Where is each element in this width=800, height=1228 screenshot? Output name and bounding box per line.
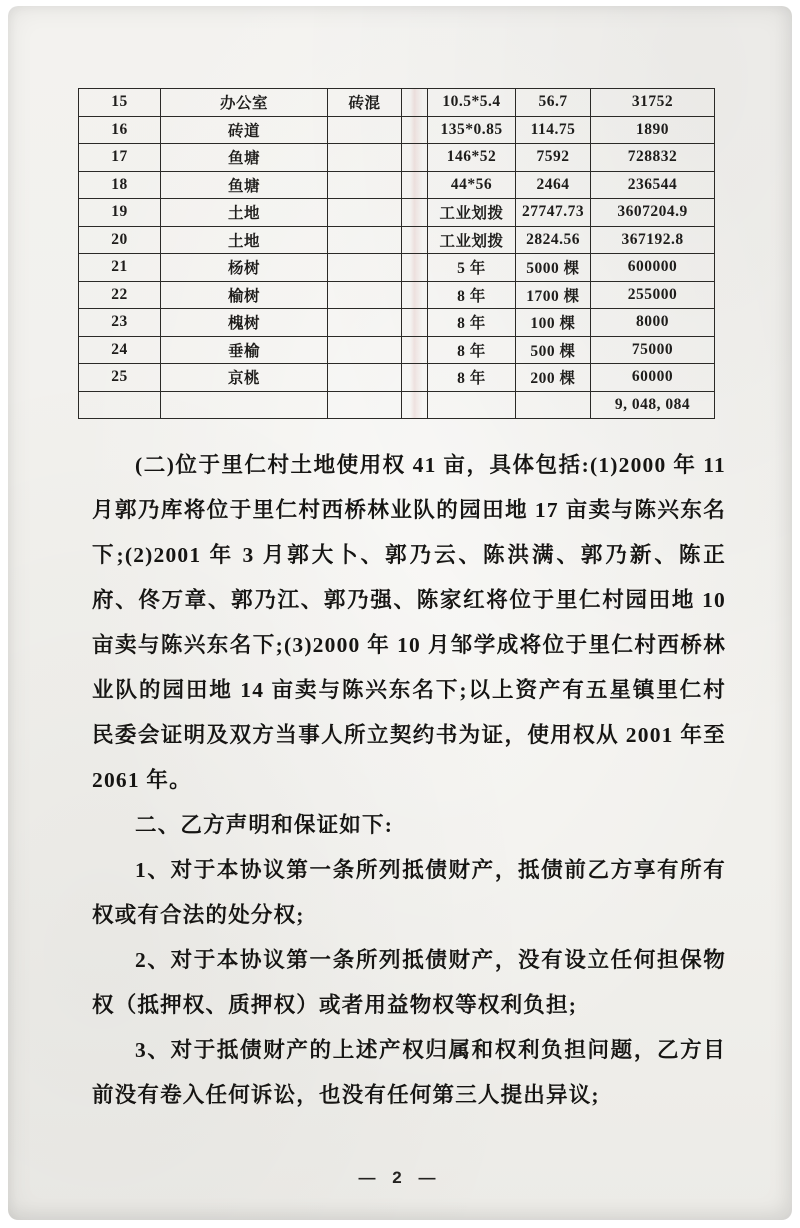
table-row: [79, 364, 715, 392]
cell-structure: [328, 226, 402, 254]
cell-item-number: 21: [79, 254, 161, 282]
table-row: [79, 281, 715, 309]
cell-crease-gap: [402, 199, 428, 227]
cell-item-number: 20: [79, 226, 161, 254]
cell-amount: 1890: [591, 116, 715, 144]
cell-quantity-area: 114.75: [516, 116, 591, 144]
cell-amount: 728832: [591, 144, 715, 172]
cell-amount: 255000: [591, 281, 715, 309]
cell-asset-name: [161, 391, 328, 419]
cell-asset-name: 榆树: [161, 281, 328, 309]
cell-amount: 9, 048, 084: [591, 391, 715, 419]
cell-spec: 135*0.85: [428, 116, 516, 144]
cell-crease-gap: [402, 171, 428, 199]
cell-amount: 236544: [591, 171, 715, 199]
cell-structure: [328, 199, 402, 227]
cell-asset-name: 槐树: [161, 309, 328, 337]
cell-quantity-area: 100 棵: [516, 309, 591, 337]
cell-quantity-area: 2464: [516, 171, 591, 199]
paragraph: 2、对于本协议第一条所列抵债财产，没有设立任何担保物权（抵押权、质押权）或者用益物权等权利负担;: [92, 948, 726, 1017]
cell-item-number: 22: [79, 281, 161, 309]
cell-structure: [328, 309, 402, 337]
cell-spec: [428, 391, 516, 419]
cell-amount: 600000: [591, 254, 715, 282]
paragraph: (二)位于里仁村土地使用权 41 亩，具体包括:(1)2000 年 11 月郭乃库将位于里仁村西桥林业队的园田地 17 亩卖与陈兴东名下;(2)2001 年 3 月郭大卜、郭乃云、陈洪满、郭乃新、陈正府、佟万章、郭乃江、郭乃强、陈家红将位于里仁村园田地 10 亩卖与陈兴东名下;(3)2000 年 10 月邹学成将位于里仁村西桥林业队的园田地 14 亩卖与陈兴东名下;以上资产有五星镇里仁村民委会证明及双方当事人所立契约书为证，使用权从 2001 年至 2061 年。: [92, 453, 726, 792]
table-row: [79, 336, 715, 364]
table-row: [79, 144, 715, 172]
cell-item-number: 24: [79, 336, 161, 364]
cell-structure: [328, 336, 402, 364]
document-body: [92, 443, 726, 1118]
cell-item-number: 25: [79, 364, 161, 392]
cell-quantity-area: 56.7: [516, 89, 591, 117]
cell-amount: 3607204.9: [591, 199, 715, 227]
cell-structure: 砖混: [328, 89, 402, 117]
cell-item-number: [79, 391, 161, 419]
cell-crease-gap: [402, 281, 428, 309]
cell-crease-gap: [402, 116, 428, 144]
cell-quantity-area: 2824.56: [516, 226, 591, 254]
cell-item-number: 23: [79, 309, 161, 337]
cell-asset-name: 办公室: [161, 89, 328, 117]
cell-spec: 工业划拨: [428, 226, 516, 254]
cell-crease-gap: [402, 391, 428, 419]
cell-spec: 8 年: [428, 309, 516, 337]
table-row: [79, 199, 715, 227]
cell-spec: 44*56: [428, 171, 516, 199]
asset-table-body: [79, 89, 715, 419]
cell-quantity-area: [516, 391, 591, 419]
cell-quantity-area: 27747.73: [516, 199, 591, 227]
cell-amount: 367192.8: [591, 226, 715, 254]
cell-item-number: 19: [79, 199, 161, 227]
cell-structure: [328, 144, 402, 172]
cell-structure: [328, 254, 402, 282]
cell-structure: [328, 281, 402, 309]
cell-structure: [328, 364, 402, 392]
cell-spec: 8 年: [428, 281, 516, 309]
table-row: [79, 254, 715, 282]
cell-quantity-area: 200 棵: [516, 364, 591, 392]
cell-quantity-area: 7592: [516, 144, 591, 172]
cell-item-number: 17: [79, 144, 161, 172]
cell-asset-name: 砖道: [161, 116, 328, 144]
cell-asset-name: 鱼塘: [161, 144, 328, 172]
scanned-document-page: [8, 6, 792, 1220]
cell-crease-gap: [402, 226, 428, 254]
paragraph: 1、对于本协议第一条所列抵债财产，抵债前乙方享有所有权或有合法的处分权;: [92, 858, 726, 927]
cell-quantity-area: 500 棵: [516, 336, 591, 364]
cell-amount: 75000: [591, 336, 715, 364]
asset-table: [78, 88, 715, 419]
cell-asset-name: 京桃: [161, 364, 328, 392]
paragraph: 3、对于抵债财产的上述产权归属和权利负担问题，乙方目前没有卷入任何诉讼，也没有任何第三人提出异议;: [92, 1038, 726, 1107]
cell-structure: [328, 116, 402, 144]
cell-crease-gap: [402, 144, 428, 172]
cell-item-number: 15: [79, 89, 161, 117]
cell-crease-gap: [402, 89, 428, 117]
cell-asset-name: 土地: [161, 199, 328, 227]
cell-spec: 5 年: [428, 254, 516, 282]
cell-spec: 146*52: [428, 144, 516, 172]
cell-asset-name: 鱼塘: [161, 171, 328, 199]
cell-crease-gap: [402, 364, 428, 392]
cell-spec: 10.5*5.4: [428, 89, 516, 117]
cell-crease-gap: [402, 309, 428, 337]
cell-structure: [328, 391, 402, 419]
table-row: [79, 226, 715, 254]
cell-item-number: 18: [79, 171, 161, 199]
cell-amount: 8000: [591, 309, 715, 337]
table-row: [79, 309, 715, 337]
cell-item-number: 16: [79, 116, 161, 144]
cell-asset-name: 土地: [161, 226, 328, 254]
table-row: [79, 89, 715, 117]
cell-quantity-area: 1700 棵: [516, 281, 591, 309]
cell-spec: 8 年: [428, 336, 516, 364]
cell-spec: 工业划拨: [428, 199, 516, 227]
cell-crease-gap: [402, 254, 428, 282]
paragraph: 二、乙方声明和保证如下:: [135, 813, 394, 837]
cell-amount: 60000: [591, 364, 715, 392]
table-row: [79, 391, 715, 419]
page-number: — 2 —: [358, 1168, 442, 1187]
cell-crease-gap: [402, 336, 428, 364]
cell-asset-name: 杨树: [161, 254, 328, 282]
cell-asset-name: 垂榆: [161, 336, 328, 364]
cell-structure: [328, 171, 402, 199]
cell-quantity-area: 5000 棵: [516, 254, 591, 282]
cell-amount: 31752: [591, 89, 715, 117]
table-row: [79, 171, 715, 199]
cell-spec: 8 年: [428, 364, 516, 392]
table-row: [79, 116, 715, 144]
